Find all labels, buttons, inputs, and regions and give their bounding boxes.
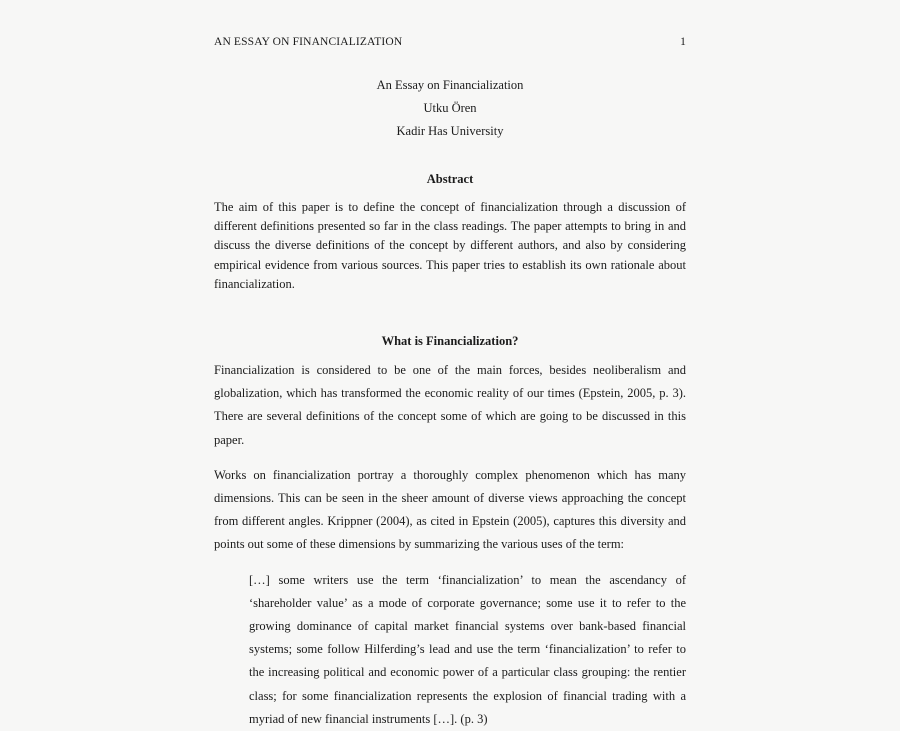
- running-head-title: AN ESSAY ON FINANCIALIZATION: [214, 36, 403, 48]
- body-paragraph-1: Financialization is considered to be one of the main forces, besides neoliberalism and globalization, which has transformed the economic reality of our times (Epstein, 2005, p. 3). There are several definitions of the concept some of which are going to be discussed in this paper.: [214, 363, 686, 447]
- author-affiliation: Kadir Has University: [396, 124, 504, 138]
- block-quote-krippner: […] some writers use the term ‘financialization’ to mean the ascendancy of ‘shareholder value’ as a mode of corporate governance; some use it to refer to the growing dominance of capital market financial systems over bank-based financial systems; some follow Hilferding’s lead and use the term ‘financialization’ to refer to the increasing political and economic power of a particular class grouping: the rentier class; for some financialization represents the explosion of financial trading with a myriad of new financial instruments […]. (p. 3): [249, 572, 686, 726]
- paper-title: An Essay on Financialization: [376, 78, 524, 92]
- running-head: [214, 36, 686, 50]
- abstract-text: The aim of this paper is to define the concept of financialization through a discussion of different definitions presented so far in the class readings. The paper attempts to bring in and discuss the diverse definitions of the concept by different authors, and also by considering empirical evidence from various sources. This paper tries to establish its own rationale about financialization.: [214, 200, 686, 291]
- abstract-heading: Abstract: [426, 172, 474, 186]
- title-block: [214, 74, 686, 143]
- page-number: 1: [680, 36, 686, 48]
- section-heading-what-is-financialization: What is Financialization?: [381, 334, 519, 349]
- author-name: Utku Ören: [423, 101, 477, 115]
- document-body: [214, 168, 686, 731]
- body-paragraph-2: Works on financialization portray a thoroughly complex phenomenon which has many dimensions. This can be seen in the sheer amount of diverse views approaching the concept from different angles. Krippner (2004), as cited in Epstein (2005), captures this diversity and points out some of these dimensions by summarizing the various uses of the term:: [214, 467, 686, 552]
